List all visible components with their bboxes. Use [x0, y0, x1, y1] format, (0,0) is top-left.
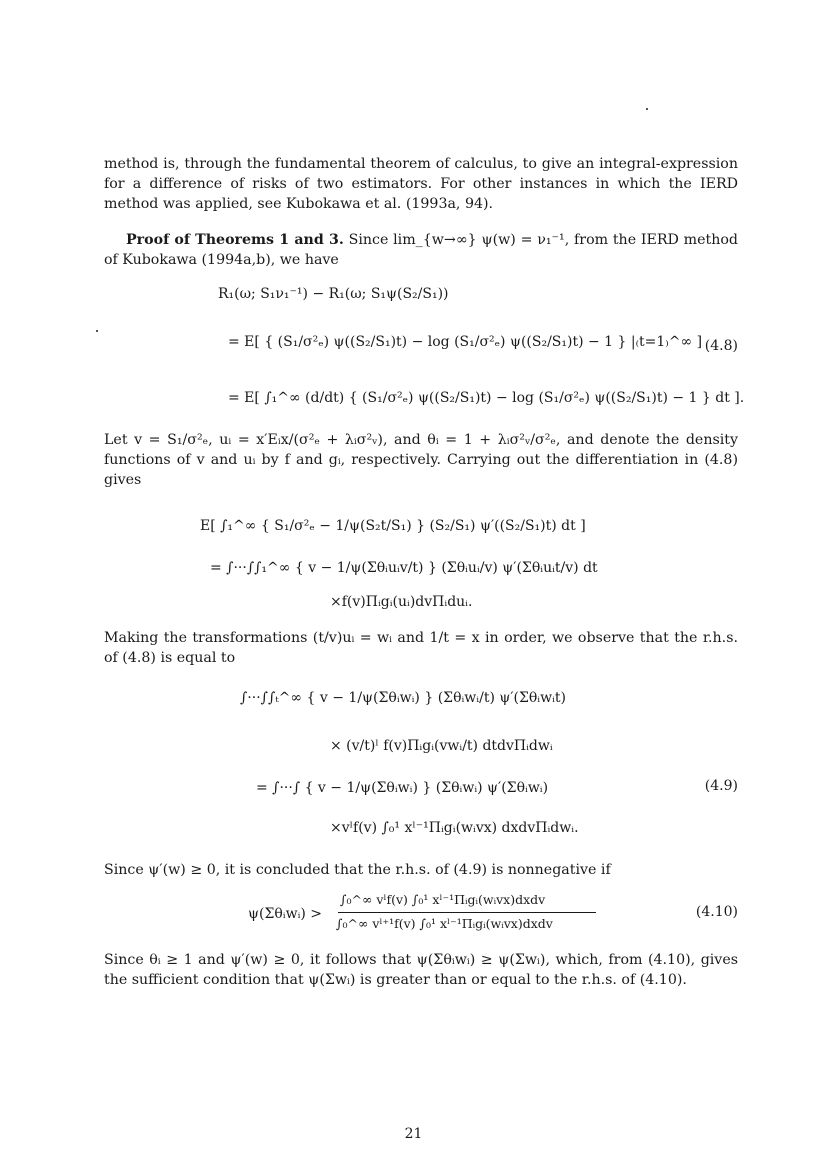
paragraph-transform: Making the transformations (t/v)uᵢ = wᵢ and 1/t = x in order, we observe that the r.h.s. of (4.8) is equal to [104, 630, 738, 666]
paragraph-proof [104, 230, 738, 270]
eq48-line3: = E[ ∫₁^∞ (d/dt) { (S₁/σ²ₑ) ψ((S₂/S₁)t) − log (S₁/σ²ₑ) ψ((S₂/S₁)t) − 1 } dt ]. [228, 390, 745, 406]
eq49-line4: ×vˡf(v) ∫₀¹ xˡ⁻¹Πᵢgᵢ(wᵢvx) dxdvΠᵢdwᵢ. [330, 820, 579, 836]
paragraph-let: Let v = S₁/σ²ₑ, uᵢ = x′Eᵢx/(σ²ₑ + λᵢσ²ᵥ), and θᵢ = 1 + λᵢσ²ᵥ/σ²ₑ, and denote the density functions of v and uᵢ by f and gᵢ, respectively. Carrying out the differentiation in (4.8) gives [104, 432, 738, 488]
page-number: 21 [404, 1126, 423, 1142]
deriv-line2: = ∫···∫∫₁^∞ { v − 1/ψ(Σθᵢuᵢv/t) } (Σθᵢuᵢ/v) ψ′(Σθᵢuᵢt/v) dt [210, 560, 598, 576]
paragraph-nonneg: Since ψ′(w) ≥ 0, it is concluded that the r.h.s. of (4.9) is nonnegative if [104, 862, 611, 878]
eq49-label: (4.9) [704, 778, 738, 794]
eq48-line1: R₁(ω; S₁ν₁⁻¹) − R₁(ω; S₁ψ(S₂/S₁)) [218, 286, 449, 302]
speck [646, 108, 648, 110]
eq410-denominator: ∫₀^∞ vˡ⁺¹f(v) ∫₀¹ xˡ⁻¹Πᵢgᵢ(wᵢvx)dxdv [336, 916, 553, 931]
proof-heading: Proof of Theorems 1 and 3. [126, 232, 344, 248]
eq410-label: (4.10) [695, 904, 738, 920]
eq410-lhs: ψ(Σθᵢwᵢ) > [248, 906, 323, 922]
proof-text: Since lim_{w→∞} ψ(w) = ν₁⁻¹, from the IERD method of Kubokawa (1994a,b), we have [104, 232, 738, 268]
eq410-numerator: ∫₀^∞ vˡf(v) ∫₀¹ xˡ⁻¹Πᵢgᵢ(wᵢvx)dxdv [340, 892, 546, 907]
paragraph-conclusion: Since θᵢ ≥ 1 and ψ′(w) ≥ 0, it follows that ψ(Σθᵢwᵢ) ≥ ψ(Σwᵢ), which, from (4.10), gives the sufficient condition that ψ(Σwᵢ) is greater than or equal to the r.h.s. of (4.10). [104, 952, 738, 988]
eq48-line2: = E[ { (S₁/σ²ₑ) ψ((S₂/S₁)t) − log (S₁/σ²ₑ) ψ((S₂/S₁)t) − 1 } |₍t=1₎^∞ ] [228, 334, 703, 350]
eq48-label: (4.8) [704, 338, 738, 354]
eq49-line2: × (v/t)ˡ f(v)Πᵢgᵢ(vwᵢ/t) dtdvΠᵢdwᵢ [330, 738, 553, 754]
eq49-line3: = ∫···∫ { v − 1/ψ(Σθᵢwᵢ) } (Σθᵢwᵢ) ψ′(Σθᵢwᵢ) [256, 780, 549, 796]
deriv-line1: E[ ∫₁^∞ { S₁/σ²ₑ − 1/ψ(S₂t/S₁) } (S₂/S₁) ψ′((S₂/S₁)t) dt ] [200, 518, 586, 534]
speck [96, 330, 98, 332]
deriv-line3: ×f(v)Πᵢgᵢ(uᵢ)dvΠᵢduᵢ. [330, 594, 473, 610]
eq410-fraction-bar [338, 912, 596, 913]
paragraph-intro: method is, through the fundamental theorem of calculus, to give an integral-expression for a difference of risks of two estimators. For other instances in which the IERD method was applied, see Kubokawa et al. (1993a, 94). [104, 156, 738, 212]
eq49-line1: ∫···∫∫ₜ^∞ { v − 1/ψ(Σθᵢwᵢ) } (Σθᵢwᵢ/t) ψ′(Σθᵢwᵢt) [240, 690, 567, 706]
